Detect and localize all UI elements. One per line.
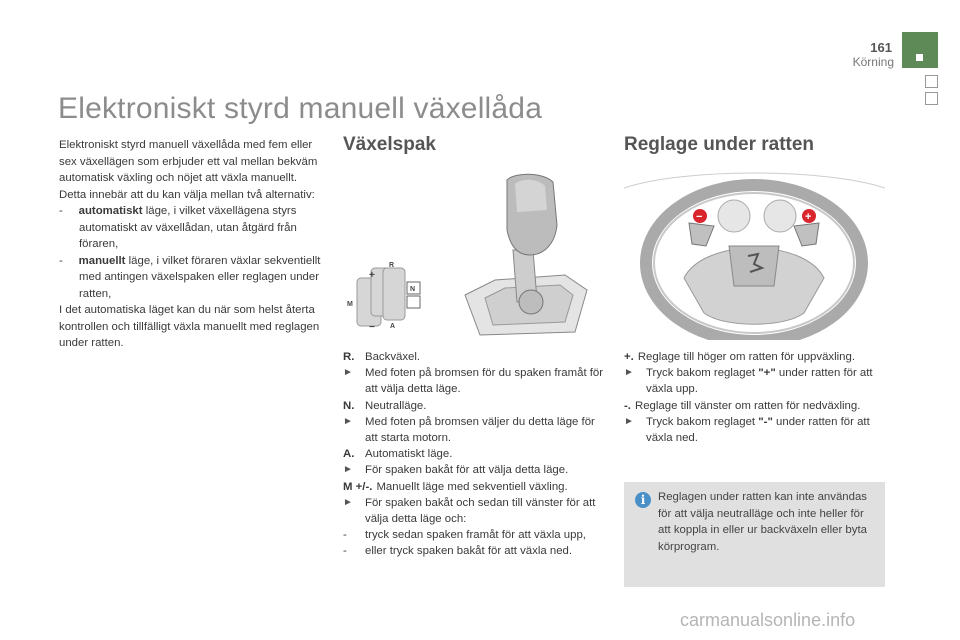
plus-step-b: under ratten för att växla upp. [646,367,873,396]
minus-step-row [624,414,886,446]
diagram-plus: + [369,270,375,281]
step-arrow-icon: ► [343,464,353,476]
paddle-plus-symbol: + [805,211,812,223]
chapter-tab-marker [916,54,923,61]
bullet-dash: - [59,205,63,217]
minus-label: -. [624,399,631,412]
paddle-minus-symbol: − [696,211,703,223]
plus-step-row [624,365,886,397]
intro-p1: Elektroniskt styrd manuell växellåda med fem eller sex växellägen som erbjuder ett val mellan bekväm automatisk växling och nöjet att växla manuellt. [59,139,318,184]
gear-lever-illustration [455,170,590,340]
m-sub1-row [343,527,605,543]
step-arrow-icon: ► [343,415,353,427]
step-arrow-icon: ► [343,367,353,379]
plus-step-key: "+" [758,367,776,380]
bullet-dash: - [343,529,347,542]
section-name: Körning [852,55,894,69]
chapter-tab-empty-2[interactable] [925,92,938,105]
step-arrow-icon: ► [624,367,634,379]
paddles-heading: Reglage under ratten [624,134,815,155]
info-icon: i [635,492,651,508]
n-label: N. [343,399,355,412]
watermark: carmanualsonline.info [680,610,856,630]
n-step: Med foten på bromsen väljer du detta läge för att starta motorn. [365,415,595,445]
a-text: Automatiskt läge. [365,448,453,461]
gear-lever-description [343,349,605,560]
steering-wheel-illustration [624,168,885,340]
intro-bold-manual: manuellt [78,254,126,267]
n-step-row [343,414,605,446]
plus-label: +. [624,351,634,363]
diagram-m: M [347,301,353,308]
diagram-minus: − [369,322,375,330]
gear-lever-heading: Växelspak [343,134,436,155]
diagram-a: A [390,323,396,330]
step-arrow-icon: ► [343,496,353,508]
paddles-description [624,349,886,446]
m-sub1: tryck sedan spaken framåt för att växla upp, [365,529,586,542]
a-step: För spaken bakåt för att välja detta läge. [365,464,569,477]
chapter-tab[interactable] [902,32,938,68]
bullet-dash: - [59,254,63,267]
minus-text: Reglage till vänster om ratten för nedväxling. [634,399,861,412]
info-text: Reglagen under ratten kan inte användas för att välja neutralläge och inte heller för att koppla in eller ur backväxeln eller byta körprogram. [658,491,867,553]
plus-step-a: Tryck bakom reglaget [646,367,759,380]
intro-text [59,137,321,352]
minus-step-key: "-" [758,415,773,428]
minus-step-a: Tryck bakom reglaget [646,415,759,428]
a-step-row [343,462,605,478]
intro-rest-auto: läge, i vilket växellägena styrs automatiskt av växellådan, utan åtgärd från föraren, [79,205,297,250]
intro-p2: Detta innebär att du kan välja mellan två alternativ: [59,188,315,201]
minus-step-b: under ratten för att växla ned. [646,415,870,445]
m-step-row [343,495,605,527]
plus-text: Reglage till höger om ratten för uppväxling. [637,351,856,363]
plus-step [646,365,886,397]
info-box [624,482,885,587]
r-step-row [343,365,605,397]
n-text: Neutralläge. [365,399,427,412]
page-title: Elektroniskt styrd manuell växellåda [58,92,543,125]
page-number: 161 [870,40,892,55]
n-row [343,398,605,414]
r-label: R. [343,351,355,363]
m-sub2-row [343,543,605,559]
diagram-r: R [389,262,395,269]
diagram-n: N [410,286,416,293]
intro-rest-manual: läge, i vilket föraren växlar sekventiellt med antingen växelspaken eller reglagen under ratten, [79,254,321,300]
r-step: Med foten på bromsen för du spaken framåt för att välja detta läge. [365,367,604,396]
r-text: Backväxel. [365,351,421,363]
m-step: För spaken bakåt och sedan till vänster för att välja detta läge och: [365,496,596,526]
minus-step [646,414,886,446]
intro-bullet-manual [59,253,321,303]
intro-bullet-auto [59,203,321,253]
r-row [343,349,605,365]
plus-row [624,349,886,365]
shift-pattern-diagram [343,258,433,330]
m-row [343,479,605,495]
step-arrow-icon: ► [624,415,634,427]
chapter-tab-empty-1[interactable] [925,75,938,88]
minus-row [624,398,886,414]
m-label: M +/-. [343,480,373,493]
m-sub2: eller tryck spaken bakåt för att växla ned. [365,545,573,558]
intro-bold-auto: automatiskt [78,205,143,217]
a-label: A. [343,448,355,461]
bullet-dash: - [343,545,347,558]
intro-p3: I det automatiska läget kan du när som helst återta kontrollen och tillfälligt växla manuellt med reglagen under ratten. [59,304,320,349]
m-text: Manuellt läge med sekventiell växling. [376,480,568,493]
a-row [343,446,605,462]
